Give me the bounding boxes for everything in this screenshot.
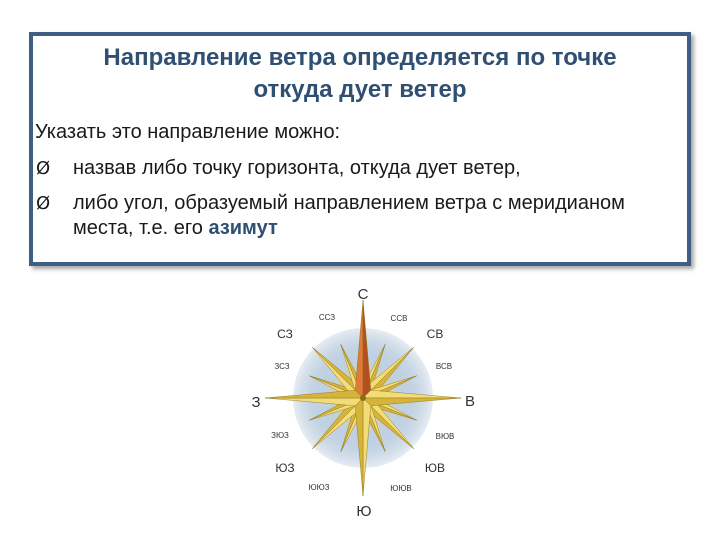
label-wnw: ЗСЗ [274, 362, 290, 371]
label-ene: ВСВ [435, 362, 453, 371]
label-ssw: ЮЮЗ [308, 483, 330, 492]
label-nw: СЗ [277, 327, 293, 341]
slide-title [43, 42, 677, 106]
label-e: В [464, 393, 476, 410]
title-line-2: откуда дует ветер [253, 76, 467, 103]
label-w: З [251, 394, 261, 411]
label-sw: ЮЗ [275, 461, 295, 475]
label-nne: ССВ [390, 314, 408, 323]
label-nnw: ССЗ [318, 313, 336, 322]
label-se: ЮВ [424, 461, 446, 475]
arrow-bullet-icon: Ø [36, 158, 51, 179]
title-line-1: Направление ветра определяется по точке [103, 44, 617, 71]
intro-text: Указать это направление можно: [35, 121, 341, 143]
bullet-item-azimuth [33, 191, 687, 241]
compass-rose [230, 278, 500, 538]
bullet-item-horizon-point [33, 156, 687, 181]
definition-box [29, 32, 691, 266]
label-ese: ВЮВ [435, 432, 455, 441]
label-wsw: ЗЮЗ [271, 431, 289, 440]
label-n: С [357, 286, 369, 303]
bullet-list [33, 156, 687, 241]
azimuth-term: азимут [208, 217, 278, 239]
arrow-bullet-icon: Ø [36, 193, 51, 214]
label-ne: СВ [426, 327, 444, 341]
label-s: Ю [356, 503, 372, 520]
bullet-text: либо угол, образуемый направлением ветра с меридианом места, т.е. его [73, 192, 625, 239]
bullet-text: назвав либо точку горизонта, откуда дует ветер, [73, 157, 521, 179]
label-sse: ЮЮВ [390, 484, 412, 493]
compass-center [360, 395, 366, 401]
